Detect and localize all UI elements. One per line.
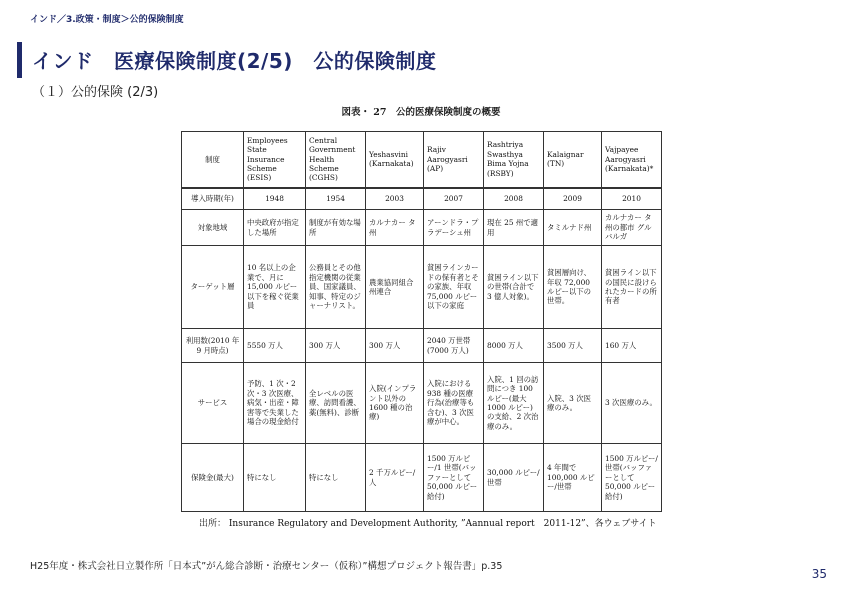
table-cell: 2008 <box>484 188 544 210</box>
table-cell: 1948 <box>244 188 306 210</box>
table-cell: タミルナド州 <box>544 210 602 246</box>
table-cell: 特になし <box>306 444 366 512</box>
table-row <box>182 363 662 444</box>
table-row <box>182 329 662 363</box>
row-label: 保険金(最大) <box>182 444 244 512</box>
row-label: ターゲット層 <box>182 246 244 329</box>
table-cell: カルナカー タ州の都市 グルバルガ <box>602 210 662 246</box>
row-label: 導入時期(年) <box>182 188 244 210</box>
figure-caption: 図表・ 27 公的医療保険制度の概要 <box>341 107 501 118</box>
table-cell: 2009 <box>544 188 602 210</box>
table-cell: 2010 <box>602 188 662 210</box>
table-cell: 現在 25 州で適用 <box>484 210 544 246</box>
table-cell: 入院(インプラント以外の 1600 種の治療) <box>366 363 424 444</box>
table-cell: 入院、3 次医療のみ。 <box>544 363 602 444</box>
table-cell: 1954 <box>306 188 366 210</box>
column-header: Central Government Health Scheme (CGHS) <box>306 132 366 188</box>
table-cell: 300 万人 <box>306 329 366 363</box>
table-cell: 1500 万ルピー/1 世帯(バッファーとして 50,000 ルピー給付) <box>424 444 484 512</box>
row-label: 利用数(2010 年 9 月時点) <box>182 329 244 363</box>
title-accent-bar <box>17 42 22 78</box>
breadcrumb: インド／3.政策・制度＞公的保険制度 <box>30 15 184 25</box>
page-title: インド 医療保険制度(2/5) 公的保険制度 <box>32 49 437 73</box>
table-cell: 2040 万世帯(7000 万人) <box>424 329 484 363</box>
row-label: サービス <box>182 363 244 444</box>
table-cell: 5550 万人 <box>244 329 306 363</box>
table-cell: 予防、1 次・2 次・3 次医療、病気・出産・障害等で失業した場合の現金給付 <box>244 363 306 444</box>
table-cell: 貧困ライン以下の国民に設けられたカードの所有者 <box>602 246 662 329</box>
table-cell: 4 年間で 100,000 ルピー/世帯 <box>544 444 602 512</box>
column-header: Rajiv Aarogyasri (AP) <box>424 132 484 188</box>
table-corner-label: 制度 <box>182 132 244 188</box>
section-subtitle: （１）公的保険 (2/3) <box>32 85 159 100</box>
column-header: Employees State Insurance Scheme (ESIS) <box>244 132 306 188</box>
column-header: Kalaignar (TN) <box>544 132 602 188</box>
table-cell: 貧困層向け、年収 72,000 ルピー以下の世帯。 <box>544 246 602 329</box>
table-cell: 160 万人 <box>602 329 662 363</box>
row-label: 対象地域 <box>182 210 244 246</box>
page-number: 35 <box>811 567 827 581</box>
table-cell: 入院における 938 種の医療行為(治療等も含む)、3 次医療が中心。 <box>424 363 484 444</box>
table-cell: 8000 万人 <box>484 329 544 363</box>
table-cell: 制度が有効な場所 <box>306 210 366 246</box>
table-cell: 貧困ラインカードの保有者とその家族、年収 75,000 ルピー以下の家庭 <box>424 246 484 329</box>
table-row <box>182 246 662 329</box>
table-cell: 農業協同組合州連合 <box>366 246 424 329</box>
table-cell: 3 次医療のみ。 <box>602 363 662 444</box>
insurance-scheme-table <box>181 131 662 512</box>
table-cell: 貧困ライン以下の世帯(合計で 3 億人対象)。 <box>484 246 544 329</box>
table-header-row <box>182 132 662 188</box>
table-cell: 全レベルの医療、訪問看護、薬(無料)、診断 <box>306 363 366 444</box>
column-header: Yeshasvini (Karnakata) <box>366 132 424 188</box>
table-cell: 中央政府が指定した場所 <box>244 210 306 246</box>
table-cell: 入院、1 回の訪問につき 100 ルピー(最大 1000 ルピー)の支給、2 次治療のみ。 <box>484 363 544 444</box>
table-row <box>182 444 662 512</box>
table-cell: 10 名以上の企業で、月に 15,000 ルピー以下を稼ぐ従業員 <box>244 246 306 329</box>
table-cell: 30,000 ルピー/世帯 <box>484 444 544 512</box>
table-row <box>182 210 662 246</box>
table-row <box>182 188 662 210</box>
table-cell: 3500 万人 <box>544 329 602 363</box>
table-cell: 1500 万ルピー/世帯(バッファーとして 50,000 ルピー給付) <box>602 444 662 512</box>
table-cell: 特になし <box>244 444 306 512</box>
table-cell: カルナカー タ州 <box>366 210 424 246</box>
table-cell: アーンドラ・プラデーシュ州 <box>424 210 484 246</box>
column-header: Rashtriya Swasthya Bima Yojna (RSBY) <box>484 132 544 188</box>
table-cell: 2 千万ルピー/人 <box>366 444 424 512</box>
table-cell: 公務員とその他指定機関の従業員、国家議員、知事、特定のジャーナリスト。 <box>306 246 366 329</box>
source-note: 出所： Insurance Regulatory and Development Authority, ”Aannual report 2011-12”、各ウェブサイト <box>199 519 657 529</box>
table-cell: 2003 <box>366 188 424 210</box>
column-header: Vajpayee Aarogyasri (Karnakata)* <box>602 132 662 188</box>
table-cell: 300 万人 <box>366 329 424 363</box>
table-cell: 2007 <box>424 188 484 210</box>
report-footnote: H25年度・株式会社日立製作所「日本式”がん総合診断・治療センター（仮称）”構想プロジェクト報告書」p.35 <box>30 561 503 572</box>
